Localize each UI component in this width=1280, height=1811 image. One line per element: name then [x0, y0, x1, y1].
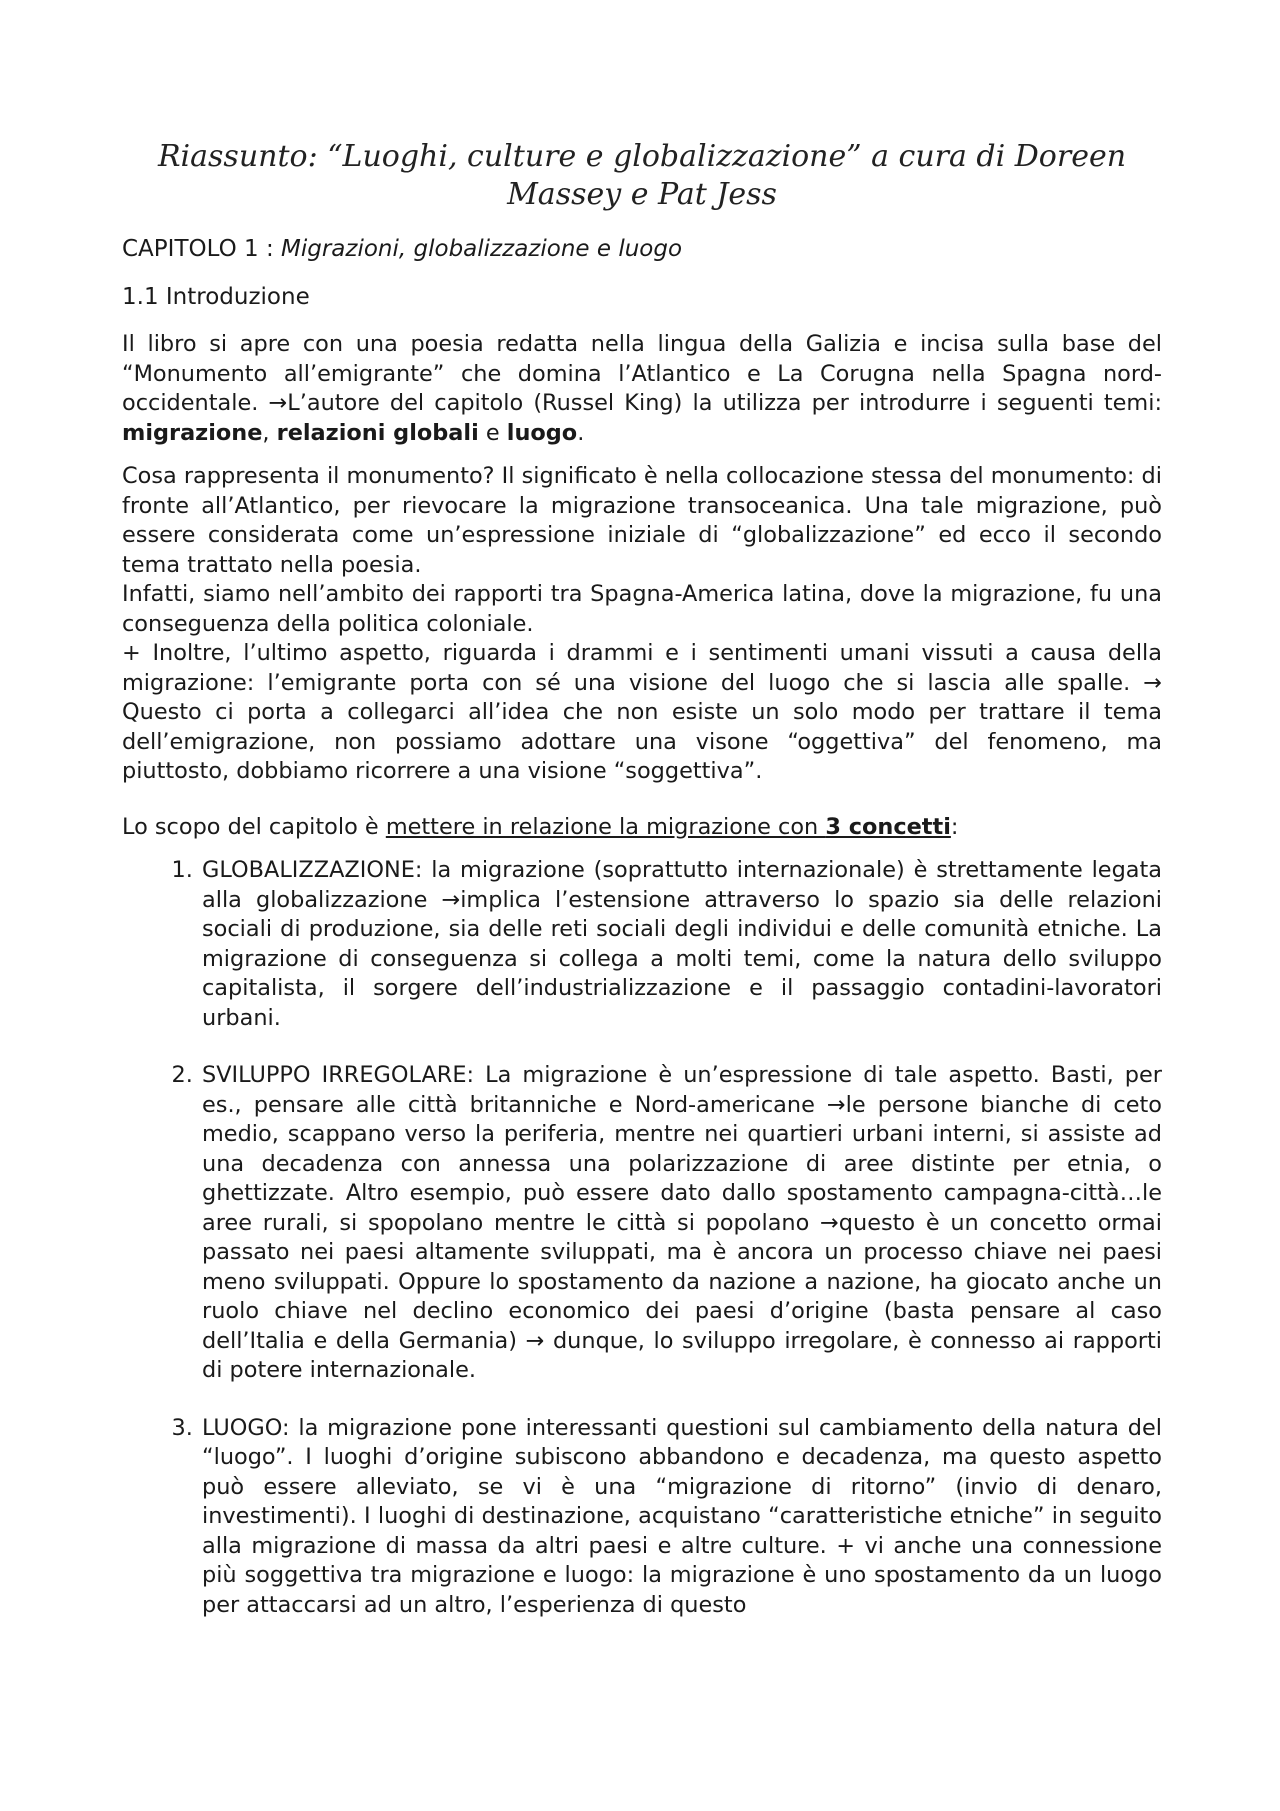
scope-sentence — [122, 813, 1162, 843]
term-relazioni-globali: relazioni globali — [276, 419, 479, 446]
intro-paragraph — [122, 330, 1162, 448]
scope-underlined: mettere in relazione la migrazione con — [385, 813, 826, 840]
scope-bold-underlined: 3 concetti — [825, 813, 951, 840]
chapter-heading — [122, 234, 1162, 264]
section-heading: 1.1 Introduzione — [122, 284, 310, 310]
chapter-title: Migrazioni, globalizzazione e luogo — [281, 236, 683, 262]
paragraph-spagna-america: Infatti, siamo nell’ambito dei rapporti tra Spagna-America latina, dove la migrazione, fu una conseguenza della politica coloniale. — [122, 581, 1162, 637]
concepts-list — [122, 856, 1162, 1620]
term-luogo: luogo — [506, 419, 578, 446]
intro-end: . — [577, 419, 585, 446]
term-migrazione: migrazione — [122, 419, 263, 446]
paragraph-drammi: + Inoltre, l’ultimo aspetto, riguarda i drammi e i sentimenti umani vissuti a causa della migrazione: l’emigrante porta con sé una visione del luogo che si lascia alle spalle. → Questo ci porta a collegarci all’idea che non esiste un solo modo per trattare il tema dell’emigrazione, non possiamo adottare una visone “oggettiva” del fenomeno, ma piuttosto, dobbiamo ricorrere a una visione “soggettiva”. — [122, 640, 1162, 784]
document-page — [122, 138, 1162, 1648]
list-item-globalizzazione: 1. GLOBALIZZAZIONE: la migrazione (soprattutto internazionale) è strettamente legata alla globalizzazione →implica l’estensione attraverso lo spazio sia delle relazioni sociali di produzione, sia delle reti sociali degli individui e delle comunità etniche. La migrazione di conseguenza si collega a molti temi, come la natura dello sviluppo capitalista, il sorgere dell’industrializzazione e il passaggio contadini-lavoratori urbani. — [200, 856, 1162, 1033]
intro-separator-2: e — [478, 419, 507, 446]
scope-prefix: Lo scopo del capitolo è — [122, 813, 386, 840]
list-item-sviluppo-irregolare: 2. SVILUPPO IRREGOLARE: La migrazione è un’espressione di tale aspetto. Basti, per es., pensare alle città britanniche e Nord-americane →le persone bianche di ceto medio, scappano verso la periferia, mentre nei quartieri urbani interni, si assiste ad una decadenza con annessa una polarizzazione di aree distinte per etnia, o ghettizzate. Altro esempio, può essere dato dallo spostamento campagna-città…le aree rurali, si spopolano mentre le città si popolano →questo è un concetto ormai passato nei paesi altamente sviluppati, ma è ancora un processo chiave nei paesi meno sviluppati. Oppure lo spostamento da nazione a nazione, ha giocato anche un ruolo chiave nel declino economico dei paesi d’origine (basta pensare al caso dell’Italia e della Germania) → dunque, lo sviluppo irregolare, è connesso ai rapporti di potere internazionale. — [200, 1061, 1162, 1386]
scope-suffix: : — [950, 813, 959, 840]
document-title: Riassunto: “Luoghi, culture e globalizzazione” a cura di Doreen Massey e Pat Jess — [157, 139, 1127, 212]
intro-separator-1: , — [262, 419, 277, 446]
intro-text: Il libro si apre con una poesia redatta nella lingua della Galizia e incisa sulla base del “Monumento all’emigrante” che domina l’Atlantico e La Corugna nella Spagna nord-occidentale. →L’autore del capitolo (Russel King) la utilizza per introdurre i seguenti temi: — [122, 331, 1162, 416]
list-item-luogo: 3. LUOGO: la migrazione pone interessanti questioni sul cambiamento della natura del “luogo”. I luoghi d’origine subiscono abbandono e decadenza, ma questo aspetto può essere alleviato, se vi è una “migrazione di ritorno” (invio di denaro, investimenti). I luoghi di destinazione, acquistano “caratteristiche etniche” in seguito alla migrazione di massa da altri paesi e altre culture. + vi anche una connessione più soggettiva tra migrazione e luogo: la migrazione è uno spostamento da un luogo per attaccarsi ad un altro, l’esperienza di questo — [200, 1414, 1162, 1621]
paragraph-monumento: Cosa rappresenta il monumento? Il significato è nella collocazione stessa del monumento: di fronte all’Atlantico, per rievocare la migrazione transoceanica. Una tale migrazione, può essere considerata come un’espressione iniziale di “globalizzazione” ed ecco il secondo tema trattato nella poesia. — [122, 463, 1162, 578]
chapter-prefix: CAPITOLO 1 : — [122, 236, 282, 262]
